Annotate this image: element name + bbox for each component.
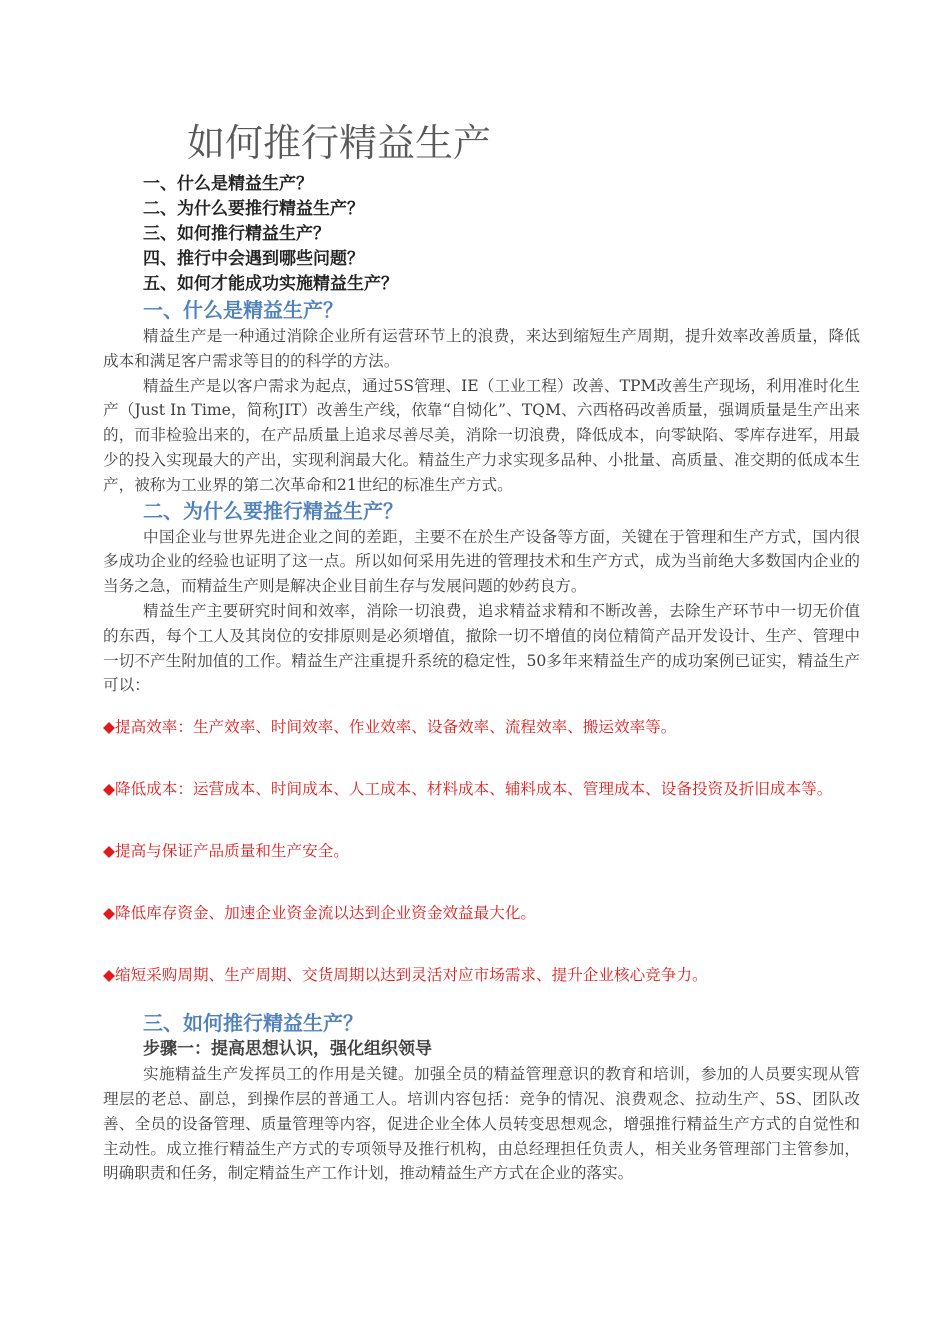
section-3-heading: 三、如何推行精益生产？ <box>143 1011 363 1036</box>
section-2-paragraph: 中国企业与世界先进企业之间的差距，主要不在於生产设备等方面，关键在于管理和生产方式，国内很多成功企业的经验也证明了这一点。所以如何采用先进的管理技术和生产方式，成为当前绝大多数国内企业的当务之急，而精益生产则是解决企业目前生存与发展问题的妙药良方。 <box>103 527 860 596</box>
section-1-heading: 一、什么是精益生产？ <box>143 298 343 322</box>
document-body <box>103 118 860 1186</box>
document-title: 如何推行精益生产 <box>187 121 492 165</box>
step-1-heading: 步骤一：提高思想认识，强化组织领导 <box>143 1039 432 1060</box>
toc-item: 四、推行中会遇到哪些问题？ <box>143 249 364 269</box>
table-of-contents <box>143 172 860 297</box>
benefit-item: ◆降低成本：运营成本、时间成本、人工成本、材料成本、辅料成本、管理成本、设备投资及折旧成本等。 <box>103 780 833 799</box>
toc-item: 二、为什么要推行精益生产？ <box>143 199 364 219</box>
section-2-heading: 二、为什么要推行精益生产？ <box>143 498 403 523</box>
section-1-paragraph: 精益生产是一种通过消除企业所有运营环节上的浪费，来达到缩短生产周期，提升效率改善质量，降低成本和满足客户需求等目的的科学的方法。 <box>103 327 860 370</box>
benefit-item: ◆提高与保证产品质量和生产安全。 <box>103 842 349 861</box>
benefit-item: ◆提高效率：生产效率、时间效率、作业效率、设备效率、流程效率、搬运效率等。 <box>103 718 677 737</box>
toc-item: 一、什么是精益生产？ <box>143 174 313 194</box>
section-1-paragraph: 精益生产是以客户需求为起点，通过5S管理、IE（工业工程）改善、TPM改善生产现场，利用准时化生产（Just In Time，简称JIT）改善生产线，依靠“自恸化”、TQM、六西格码改善质量，强调质量是生产出来的，而非检验出来的，在产品质量上追求尽善尽美，消除一切浪费，降低成本，向零缺陷、零库存进军，用最少的投入实现最大的产出，实现利润最大化。精益生产力求实现多品种、小批量、高质量、准交期的低成本生产，被称为工业界的第二次革命和21世纪的标准生产方式。 <box>103 376 860 494</box>
toc-item: 三、如何推行精益生产？ <box>143 224 330 244</box>
benefit-item: ◆缩短采购周期、生产周期、交货周期以达到灵活对应市场需求、提升企业核心竞争力。 <box>103 966 708 985</box>
benefit-item: ◆降低库存资金、加速企业资金流以达到企业资金效益最大化。 <box>103 904 537 923</box>
section-3-paragraph: 实施精益生产发挥员工的作用是关键。加强全员的精益管理意识的教育和培训，参加的人员要实现从管理层的老总、副总，到操作层的普通工人。培训内容包括：竞争的情况、浪费观念、拉动生产、5S、团队改善、全员的设备管理、质量管理等内容，促进企业全体人员转变思想观念，增强推行精益生产方式的自觉性和主动性。成立推行精益生产方式的专项领导及推行机构，由总经理担任负责人，相关业务管理部门主管参加，明确职责和任务，制定精益生产工作计划，推动精益生产方式在企业的落实。 <box>103 1065 860 1183</box>
benefit-list <box>103 708 860 994</box>
toc-item: 五、如何才能成功实施精益生产？ <box>143 274 398 294</box>
section-2-paragraph: 精益生产主要研究时间和效率，消除一切浪费，追求精益求精和不断改善，去除生产环节中一切无价值的东西，每个工人及其岗位的安排原则是必须增值，撤除一切不增值的岗位精简产品开发设计、生产、管理中一切不产生附加值的工作。精益生产注重提升系统的稳定性，50多年来精益生产的成功案例已证实，精益生产可以： <box>103 601 860 695</box>
